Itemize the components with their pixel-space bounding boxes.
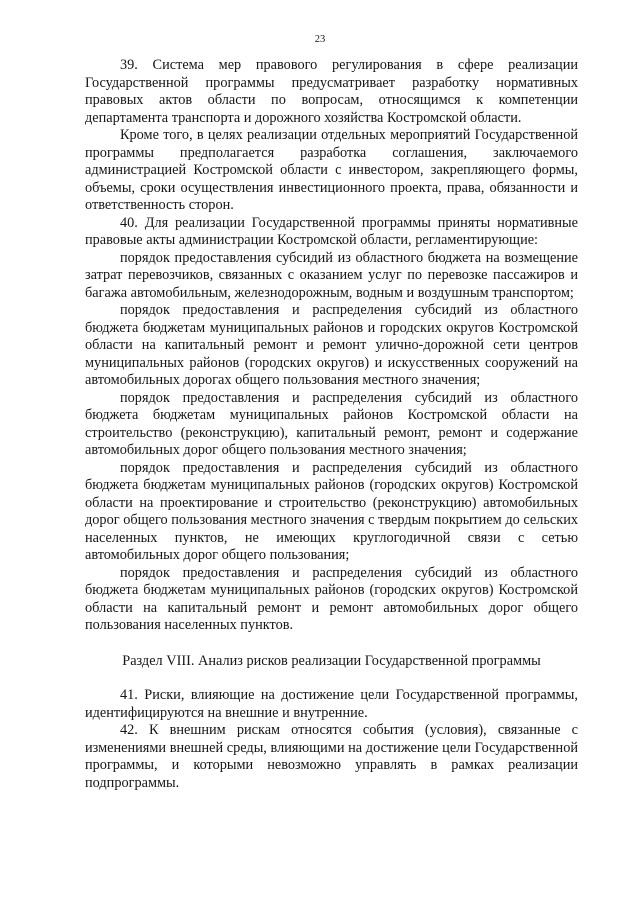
list-item-rural-road-construction: порядок предоставления и распределения субсидий из областного бюджета бюджетам муниципальных районов (городских округов) Костромской области на проектирование и строительство (реконструкцию) автомобильных дорог общего пользования местного значения с твердым покрытием до сельских населенных пунктов, не имеющих круглогодичной связи с сетью автомобильных дорог общего пользования; bbox=[85, 459, 578, 563]
list-item-road-construction-maintenance: порядок предоставления и распределения субсидий из областного бюджета бюджетам муниципальных районов Костромской области на строительство (реконструкцию), капитальный ремонт, ремонт и содержание автомобильных дорог общего пользования местного значения; bbox=[85, 389, 578, 458]
document-body bbox=[85, 57, 578, 792]
list-item-carrier-subsidies: порядок предоставления субсидий из областного бюджета на возмещение затрат перевозчиков, связанных с оказанием услуг по перевозке пассажиров и багажа автомобильным, железнодорожным, водным и воздушным транспортом; bbox=[85, 249, 578, 301]
paragraph-41: 41. Риски, влияющие на достижение цели Государственной программы, идентифицируются на внешние и внутренние. bbox=[85, 687, 578, 721]
paragraph-42: 42. К внешним рискам относятся события (условия), связанные с изменениями внешней среды, влияющими на достижение цели Государственной программы, и которыми невозможно управлять в рамках реализации подпрограммы. bbox=[85, 722, 578, 791]
paragraph-40: 40. Для реализации Государственной программы приняты нормативные правовые акты администрации Костромской области, регламентирующие: bbox=[85, 214, 578, 248]
section-heading: Раздел VIII. Анализ рисков реализации Государственной программы bbox=[122, 652, 541, 669]
paragraph-39: 39. Система мер правового регулирования в сфере реализации Государственной программы предусматривает разработку нормативных правовых актов области по вопросам, относящимся к компетенции департамента транспорта и дорожного хозяйства Костромской области. bbox=[85, 57, 578, 126]
list-item-settlement-road-repair: порядок предоставления и распределения субсидий из областного бюджета бюджетам муниципальных районов (городских округов) Костромской области на капитальный ремонт и ремонт автомобильных дорог общего пользования населенных пунктов. bbox=[85, 564, 578, 633]
page-number: 23 bbox=[314, 34, 326, 45]
list-item-street-network-repair: порядок предоставления и распределения субсидий из областного бюджета бюджетам муниципальных районов и городских округов Костромской области на капитальный ремонт и ремонт улично-дорожной сети центров муниципальных районов (городских округов) и искусственных сооружений на автомобильных дорогах общего пользования местного значения; bbox=[85, 302, 578, 388]
paragraph-investor-agreement: Кроме того, в целях реализации отдельных мероприятий Государственной программы предполагается разработка соглашения, заключаемого администрацией Костромской области с инвестором, закрепляющего формы, объемы, сроки осуществления инвестиционного проекта, права, обязанности и ответственность сторон. bbox=[85, 127, 578, 213]
